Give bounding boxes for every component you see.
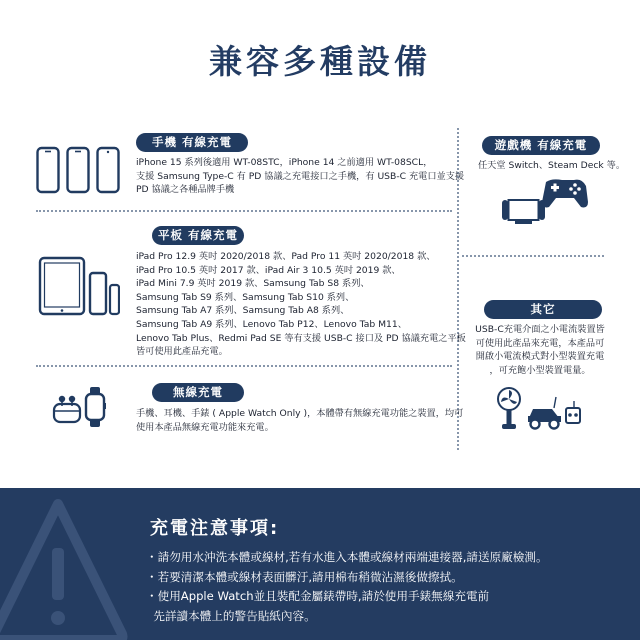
tablet-line: 皆可使用此產品充電。 [136, 346, 228, 358]
console-wired-badge: 遊戲機 有線充電 [482, 136, 600, 155]
other-line: ，可充飽小型裝置電量。 [489, 364, 591, 376]
fan-icon [494, 386, 524, 432]
wireless-line: 使用本產品無線充電功能來充電。 [136, 421, 274, 433]
watch-icon [84, 386, 106, 428]
warning-icon [0, 494, 128, 640]
phone-line: 支援 Samsung Type-C 有 PD 協議之充電接口之手機，有 USB-C 充電口並支援 [136, 170, 465, 182]
wireless-description [136, 407, 463, 434]
notice-item: ・若要清潔本體或線材表面髒汙,請用棉布稍微沾濕後做擦拭。 [146, 569, 463, 584]
other-line: USB-C充電介面之小電流裝置皆 [475, 324, 605, 335]
phone-line: iPhone 15 系列後適用 WT-08STC，iPhone 14 之前適用 WT-08SCL， [136, 157, 433, 168]
game-devices-icon [500, 176, 588, 228]
tablet-line: Samsung Tab A7 系列、Samsung Tab A8 系列、 [136, 305, 350, 317]
divider-phone-tablet [36, 210, 452, 212]
phone-wired-badge: 手機 有線充電 [136, 133, 248, 152]
tablets-icon [38, 255, 120, 317]
phone-line: PD 協議之各種品牌手機 [136, 184, 235, 196]
notice-item: ・使用Apple Watch並且裝配金屬錶帶時,請於使用手錶無線充電前 [146, 589, 490, 603]
other-line: 開啟小電流模式對小型裝置充電 [475, 351, 605, 363]
notice-title: 充電注意事項: [150, 518, 280, 539]
tablet-line: Samsung Tab S9 系列、Samsung Tab S10 系列、 [136, 291, 355, 303]
page-title: 兼容多種設備 [209, 42, 431, 81]
notice-item: 先詳讀本體上的警告貼紙內容。 [146, 608, 316, 623]
tablet-line: Samsung Tab A9 系列、Lenovo Tab P12、Lenovo Tab M11、 [136, 318, 407, 330]
wireless-badge: 無線充電 [152, 383, 244, 402]
other-badge: 其它 [484, 300, 602, 319]
gamepad-icon [500, 176, 588, 228]
tablet-line: Lenovo Tab Plus、Redmi Pad SE 等有支援 USB-C 接口及 PD 協議充電之平板 [136, 332, 466, 344]
phones-icon [36, 145, 122, 197]
console-description [478, 159, 625, 173]
tablet-line: iPad Pro 10.5 英吋 2017 款、iPad Air 3 10.5 英吋 2019 款、 [136, 264, 401, 276]
console-line: 任天堂 Switch、Steam Deck 等。 [478, 160, 626, 171]
notice-list [146, 548, 548, 626]
phone-description [136, 156, 464, 197]
remote-control-icon [564, 400, 582, 426]
other-description [462, 323, 618, 377]
divider-console-other [462, 255, 604, 257]
divider-tablet-wireless [36, 365, 452, 367]
other-line: 可使用此產品來充電，本產品可 [475, 337, 605, 349]
charging-notice-panel [0, 488, 640, 640]
tablet-line: iPad Mini 7.9 英吋 2019 款、Samsung Tab S8 系列、 [136, 278, 370, 290]
tablet-description [136, 250, 466, 359]
earbuds-icon [52, 392, 82, 424]
tablet-wired-badge: 平板 有線充電 [152, 226, 244, 245]
notice-item: ・請勿用水沖洗本體或線材,若有水進入本體或線材兩端連接器,請送原廠檢測。 [146, 550, 548, 564]
tablet-line: iPad Pro 12.9 英吋 2020/2018 款、Pad Pro 11 英吋 2020/2018 款、 [136, 251, 436, 262]
rc-car-icon [526, 396, 564, 430]
wireless-line: 手機、耳機、手錶 ( Apple Watch Only )，本體帶有無線充電功能之裝置，均可 [136, 408, 464, 419]
